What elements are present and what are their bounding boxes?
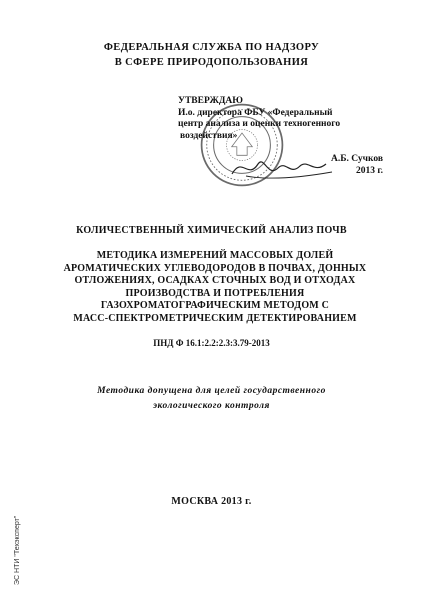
side-watermark	[4, 495, 21, 585]
method-title-line: ОТЛОЖЕНИЯХ, ОСАДКАХ СТОЧНЫХ ВОД И ОТХОДАХ	[74, 275, 356, 286]
method-title-line: МАСС-СПЕКТРОМЕТРИЧЕСКИМ ДЕТЕКТИРОВАНИЕМ	[73, 312, 357, 324]
analysis-subject: КОЛИЧЕСТВЕННЫЙ ХИМИЧЕСКИЙ АНАЛИЗ ПОЧВ	[76, 225, 347, 236]
approval-block	[178, 96, 383, 177]
city-year: МОСКВА 2013 г.	[171, 496, 252, 507]
method-title-line: ГАЗОХРОМАТОГРАФИЧЕСКИМ МЕТОДОМ С	[100, 300, 330, 311]
approval-position-line-1: И.о. директора ФБУ «Федеральный	[178, 107, 333, 118]
signatory-name: А.Б. Сучков	[331, 154, 383, 164]
approval-position-line-2: центр анализа и оценки техногенного	[178, 119, 341, 129]
method-title	[55, 250, 375, 325]
document-code: ПНД Ф 16.1:2.2:2.3:3.79-2013	[153, 338, 270, 348]
approval-date: 2013 г.	[356, 165, 383, 176]
signature-line	[178, 154, 383, 166]
method-title-line: ПРОИЗВОДСТВА И ПОТРЕБЛЕНИЯ	[125, 287, 305, 299]
approval-title: УТВЕРЖДАЮ	[178, 96, 243, 106]
admission-line-1: Методика допущена для целей государственного	[97, 386, 326, 396]
approval-position-line-3: воздействия»	[180, 130, 238, 141]
admission-line-2: экологического контроля	[153, 401, 270, 411]
method-title-line: АРОМАТИЧЕСКИХ УГЛЕВОДОРОДОВ В ПОЧВАХ, ДОННЫХ	[63, 262, 367, 274]
admission-note	[0, 384, 423, 414]
agency-header	[0, 40, 423, 70]
side-watermark-text: ЭС НТИ "Техэксперт"	[14, 515, 21, 585]
agency-line-2: В СФЕРЕ ПРИРОДОПОЛЬЗОВАНИЯ	[114, 57, 309, 68]
agency-line-1: ФЕДЕРАЛЬНАЯ СЛУЖБА ПО НАДЗОРУ	[103, 42, 320, 53]
method-title-line: МЕТОДИКА ИЗМЕРЕНИЙ МАССОВЫХ ДОЛЕЙ	[96, 250, 334, 261]
